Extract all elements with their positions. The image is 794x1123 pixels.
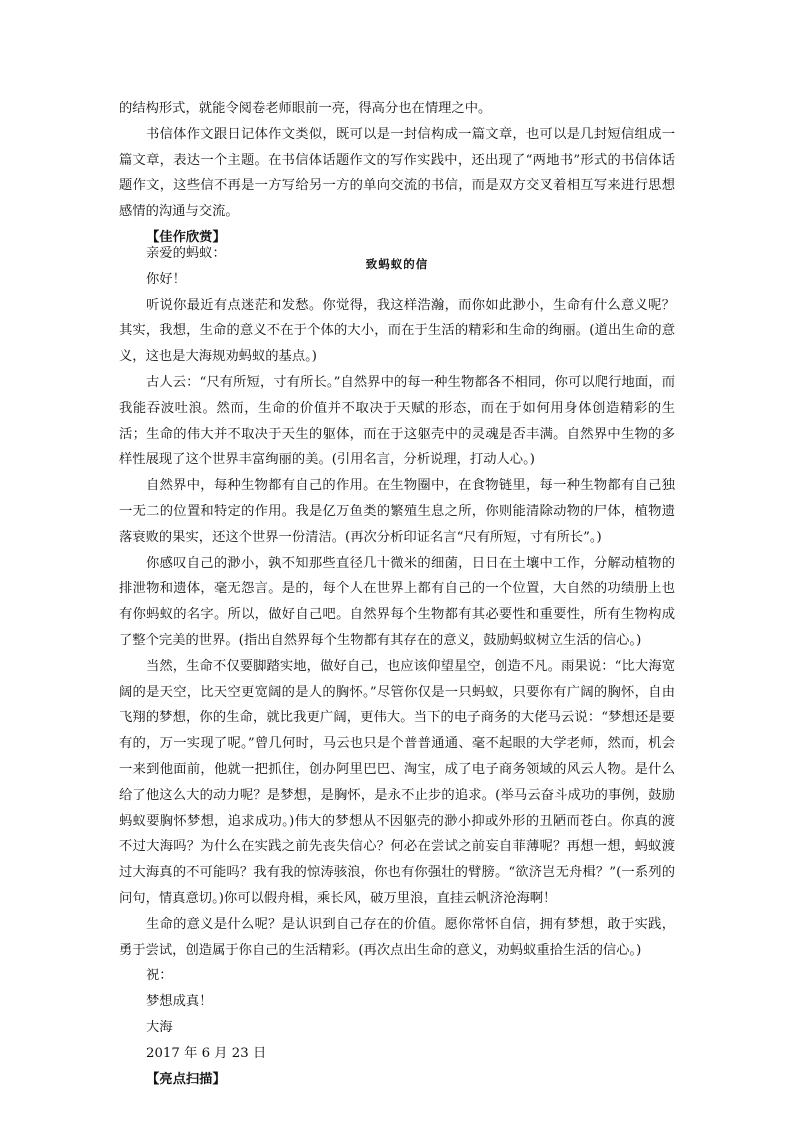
letter-closing: 祝： [146,968,173,984]
letter-paragraph-2: 古人云：“尺有所短，寸有所长。”自然界中的每一种生物都各不相同，你可以爬行地面，而我能吞波吐浪。然而，生命的价值并不取决于天赋的形态，而在于如何用身体创造精彩的生活；生命的伟大并不取决于天生的躯体，而在于这躯壳中的灵魂是否丰满。自然界中生物的多样性展现了这个世界丰富绚丽的美。(引用名言，分析说理，打动人心。) [119,374,675,468]
letter-body [119,241,675,1092]
letter-paragraph-3: 自然界中，每种生物都有自己的作用。在生物圈中，在食物链里，每一种生物都有自己独一无二的位置和特定的作用。我是亿万鱼类的繁殖生息之所，你则能清除动物的尸体，植物遗落衰败的果实，还这个世界一份清洁。(再次分析印证名言“尺有所短，寸有所长”。) [119,478,675,545]
letter-title: 致蚂蚁的信 [365,256,429,271]
section-heading-appreciation: 【佳作欣赏】 [146,229,226,245]
letter-salutation: 亲爱的蚂蚁： [146,246,226,261]
letter-signature: 大海 [146,1019,173,1035]
intro-paragraph: 书信体作文跟日记体作文类似，既可以是一封信构成一篇文章，也可以是几封短信组成一篇文章，表达一个主题。在书信体话题作文的写作实践中，还出现了“两地书”形式的书信体话题作文，这些信不再是一方写给另一方的单向交流的书信，而是双方交叉着相互写来进行思想感情的沟通与交流。 [119,126,675,220]
letter-paragraph-5: 当然，生命不仅要脚踏实地，做好自己，也应该仰望星空，创造不凡。雨果说：“比大海宽阔的是天空，比天空更宽阔的是人的胸怀。”尽管你仅是一只蚂蚁，只要你有广阔的胸怀，自由飞翔的梦想，你的生命，就比我更广阔，更伟大。当下的电子商务的大佬马云说：“梦想还是要有的，万一实现了呢。”曾几何时，马云也只是个普普通通、毫不起眼的大学老师，然而，机会一来到他面前，他就一把抓住，创办阿里巴巴、淘宝，成了电子商务领域的风云人物。是什么给了他这么大的动力呢？是梦想，是胸怀，是永不止步的追求。(举马云奋斗成功的事例，鼓励蚂蚁要胸怀梦想，追求成功。)伟大的梦想从不因躯壳的渺小抑或外形的丑陋而苍白。你真的渡不过大海吗？为什么在实践之前先丧失信心？何必在尝试之前妄自菲薄呢？再想一想，蚂蚁渡过大海真的不可能吗？我有我的惊涛骇浪，你也有你强壮的臂膀。“欲济岂无舟楫？”(一系列的问句，情真意切。)你可以假舟楫，乘长风，破万里浪，直挂云帆济沧海啊！ [119,658,675,906]
letter-greeting: 你好！ [146,271,186,287]
letter-paragraph-1: 听说你最近有点迷茫和发愁。你觉得，我这样浩瀚，而你如此渺小，生命有什么意义呢？其实，我想，生命的意义不在于个体的大小，而在于生活的精彩和生命的绚丽。(道出生命的意义，这也是大海规劝蚂蚁的基点。) [119,297,675,365]
letter-wish: 梦想成真！ [146,994,213,1010]
letter-paragraph-4: 你感叹自己的渺小，孰不知那些直径几十微米的细菌，日日在土壤中工作，分解动植物的排泄物和遗体，毫无怨言。是的，每个人在世界上都有自己的一个位置，大自然的功绩册上也有你蚂蚁的名字。所以，做好自己吧。自然界每个生物都有其必要性和重要性，所有生物构成了整个完美的世界。(指出自然界每个生物都有其存在的意义，鼓励蚂蚁树立生活的信心。) [119,555,675,648]
intro-continuation-line: 的结构形式，就能令阅卷老师眼前一亮，得高分也在情理之中。 [119,101,492,116]
letter-date: 2017 年 6 月 23 日 [146,1045,267,1061]
letter-paragraph-6: 生命的意义是什么呢？是认识到自己存在的价值。愿你常怀自信，拥有梦想，敢于实践，勇于尝试，创造属于你自己的生活精彩。(再次点出生命的意义，劝蚂蚁重拾生活的信心。) [119,916,675,958]
section-heading-highlights: 【亮点扫描】 [146,1071,226,1087]
